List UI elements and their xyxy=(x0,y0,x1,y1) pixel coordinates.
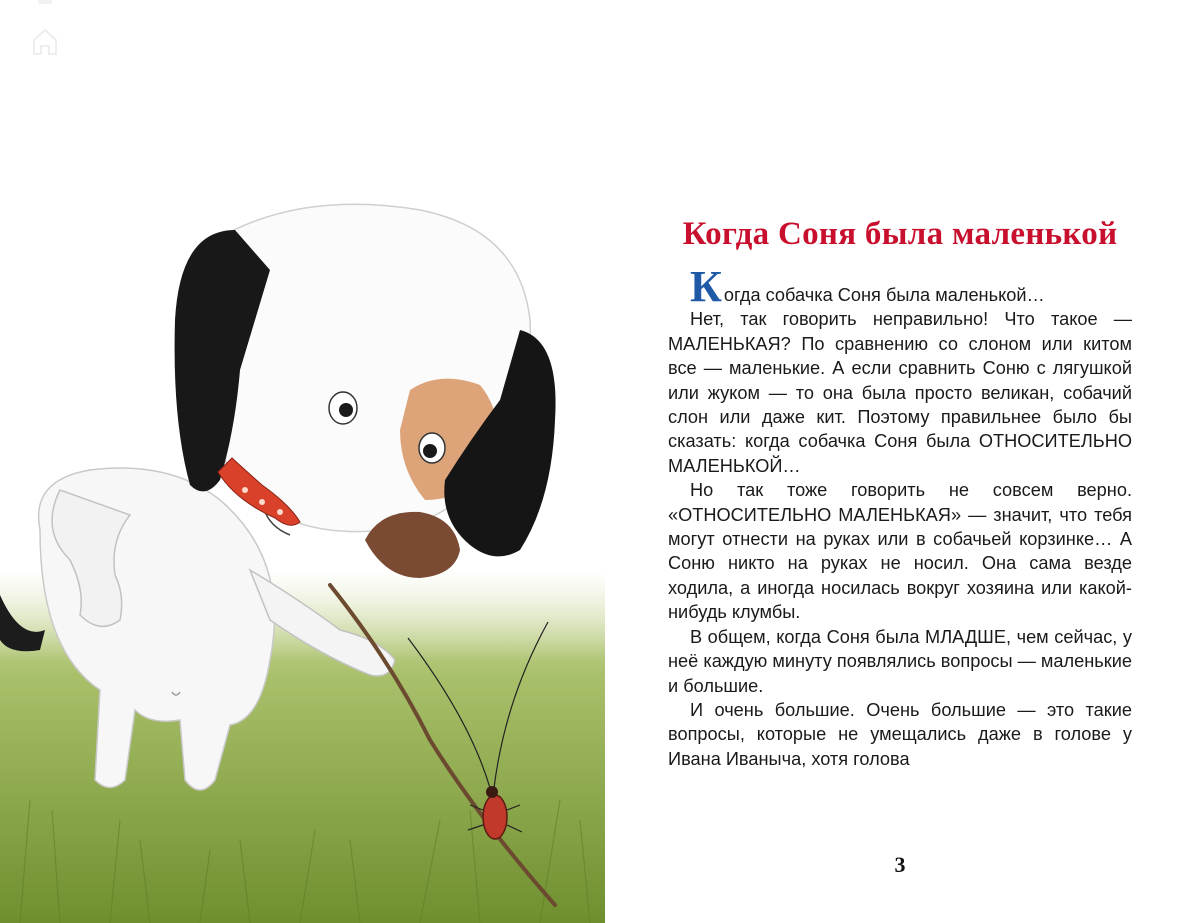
page-number: 3 xyxy=(894,852,906,877)
text-column xyxy=(668,212,1132,771)
story-text xyxy=(668,262,1132,771)
paragraph: В общем, когда Соня была МЛАДШЕ, чем сейчас, у неё каждую минуту появлялись вопросы — маленькие и большие. xyxy=(668,626,1132,696)
page-title: Когда Соня была маленькой xyxy=(682,216,1118,252)
paragraph: Но так тоже говорить не совсем верно. «ОТНОСИТЕЛЬНО МАЛЕНЬКАЯ» — значит, что тебя могут отнести на руках или в собачьей корзинке… А Соню никто на руках не носил. Она сама везде ходила, а иногда носилась вокруг хозяина или какой-нибудь клумбы. xyxy=(668,480,1132,623)
home-icon[interactable] xyxy=(30,0,60,56)
paragraph: И очень большие. Очень большие — это такие вопросы, которые не умещались даже в голове у Ивана Иваныча, хотя голова xyxy=(668,699,1132,769)
drop-cap: К xyxy=(690,262,722,311)
paragraph: Нет, так говорить неправильно! Что такое — МАЛЕНЬКАЯ? По сравнению со слоном или китом все — маленькие. А если сравнить Соню с лягушкой или жуком — то она была просто великан, собачий слон или даже кит. Поэтому правильнее было бы сказать: когда собачка Соня была ОТНОСИТЕЛЬНО МАЛЕНЬКОЙ… xyxy=(668,309,1132,476)
paragraph: Когда собачка Соня была маленькой… xyxy=(690,262,1045,311)
puppy-illustration xyxy=(0,200,605,923)
